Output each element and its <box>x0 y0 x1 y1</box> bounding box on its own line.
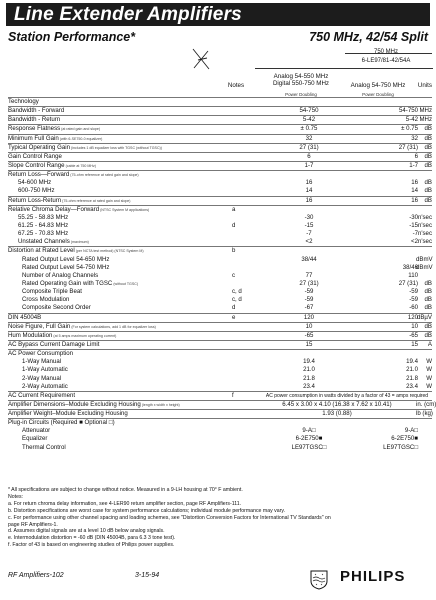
spec-row <box>8 264 432 272</box>
column-1-condition-text: Power Doubling <box>285 92 317 97</box>
spec-row <box>8 205 432 214</box>
spec-label: Attenuator <box>22 427 51 435</box>
spec-unit: dB <box>424 296 432 304</box>
spec-label: Rated Output Level 54-750 MHz <box>22 263 110 271</box>
spec-label: Gain Control Range <box>8 152 62 160</box>
spec-unit: dB <box>424 322 432 330</box>
spec-span-value: 1.93 (0.88) <box>322 410 352 418</box>
spec-value-col1: 32 <box>305 134 313 142</box>
spec-label: Relative Chroma Delay—Forward (NTSC System M applications) <box>8 205 150 213</box>
spec-unit: dB <box>424 161 432 169</box>
spec-value-col2: -59 <box>409 288 418 296</box>
philips-shield-icon <box>310 570 328 590</box>
spec-value-col1: -65 <box>304 331 314 339</box>
spec-value-col2: 32 <box>411 134 418 142</box>
spec-row <box>8 358 432 366</box>
spec-unit: dB <box>424 196 432 204</box>
spec-value-col1: 54-750 <box>299 107 319 115</box>
spec-value-col1: -7 <box>306 230 312 238</box>
spec-value-col2: -15 <box>409 221 418 229</box>
spec-unit: dB <box>424 179 432 187</box>
spec-label: 1-Way Manual <box>22 358 62 366</box>
spec-value-col1: 9-A□ <box>302 427 316 435</box>
spec-note: d <box>232 221 236 229</box>
spec-row <box>8 409 432 418</box>
spec-row <box>8 222 432 230</box>
spec-note: c <box>232 271 236 279</box>
spec-value-col2: LE97TGSC□ <box>383 443 418 451</box>
spec-label: Cross Modulation <box>22 296 70 304</box>
spec-row <box>8 383 432 391</box>
spec-value-col2: 19.4 <box>406 358 418 366</box>
spec-unit: dB <box>424 187 432 195</box>
spec-unit: dB <box>424 125 432 133</box>
spec-label: Technology <box>8 98 39 105</box>
spec-value-col2: 10 <box>411 322 418 330</box>
spec-sublabel: (For system calculations, add 1 dB for equalizer loss) <box>70 324 156 329</box>
spec-unit: n'sec <box>417 230 432 238</box>
spec-label: Distortion at Rated Level (per NCTA test method) (NTSC System M) <box>8 247 144 255</box>
spec-unit: dBmV <box>416 255 433 263</box>
spec-label: 1-Way Automatic <box>22 366 68 374</box>
column-2-condition-text: Power Doubling <box>362 92 394 97</box>
spec-row <box>8 179 432 187</box>
spec-row <box>8 391 432 400</box>
spec-value-col2: 110 <box>408 271 418 279</box>
spec-value-col2: 16 <box>411 179 418 187</box>
spec-value-col2: 6 <box>414 152 418 160</box>
spec-label: AC Bypass Current Damage Limit <box>8 340 100 348</box>
spec-label: Composite Second Order <box>22 304 91 312</box>
spec-value-col2: 120 <box>407 313 418 321</box>
spec-note: f <box>232 391 234 399</box>
spec-value-col1: 5-42 <box>302 116 316 124</box>
spec-label: Hum Modulation (at 5 amps maximum operating current) <box>8 331 117 339</box>
spec-sublabel: (NTSC System M applications) <box>99 207 150 212</box>
spec-value-col1: 21.8 <box>303 374 315 382</box>
section-banner: Line Extender Amplifiers <box>6 3 430 26</box>
spec-value-col1: 38/44 <box>301 255 317 263</box>
spec-row <box>8 170 432 179</box>
spec-row <box>8 400 436 409</box>
spec-value-col1: 27 (31) <box>299 279 319 287</box>
spec-value-col2: 21.8 <box>406 374 418 382</box>
spec-value-col1: 21.0 <box>303 366 315 374</box>
spec-row <box>8 366 432 374</box>
spec-value-col2: 1-7 <box>409 161 418 169</box>
spec-value-col2: 38/46 <box>402 263 418 271</box>
spec-label: Amplifier Weight–Module Excluding Housing <box>8 410 128 418</box>
spec-row <box>8 230 432 238</box>
spec-label: 55.25 - 58.83 MHz <box>18 213 69 221</box>
spec-label: Response Flatness (at rated gain and slope) <box>8 125 101 133</box>
model-label: 6-LE97/81-42/54A <box>361 58 411 64</box>
spec-unit: dB <box>424 331 432 339</box>
spec-value-col2: 16 <box>411 196 418 204</box>
spec-table <box>8 97 436 452</box>
page-number: RF Amplifiers-102 <box>8 572 64 579</box>
spec-label: Equalizer <box>22 435 48 443</box>
spec-unit: dB <box>424 288 432 296</box>
header-rule <box>345 53 432 54</box>
spec-value-col1: <2 <box>305 238 313 246</box>
spec-value-col2: 9-A□ <box>404 427 418 435</box>
spec-value-col2: 27 (31) <box>398 279 418 287</box>
spec-row <box>8 97 432 106</box>
spec-row <box>8 214 432 222</box>
page-date: 3-15-94 <box>135 572 160 579</box>
spec-label: 2-Way Automatic <box>22 382 68 390</box>
spec-label: Thermal Control <box>22 443 66 451</box>
footnote-line: f. Factor of 43 is based on engineering studies of Philips power supplies. <box>8 542 175 549</box>
spec-row <box>8 296 432 304</box>
spec-value-col2: 23.4 <box>406 382 418 390</box>
spec-label: Noise Figure, Full Gain (For system calculations, add 1 dB for equalizer loss) <box>8 322 156 330</box>
spec-label: 67.25 - 70.83 MHz <box>18 230 69 238</box>
spec-value-col1: 23.4 <box>303 382 315 390</box>
units-header: Units <box>417 82 432 89</box>
spec-row <box>8 246 432 255</box>
spec-unit: dB <box>424 279 432 287</box>
column-1-line-2: Digital 550-750 MHz <box>272 80 330 87</box>
spec-sublabel: (per NCTA test method) (NTSC System M) <box>74 249 144 254</box>
spec-label: 61.25 - 64.83 MHz <box>18 221 69 229</box>
spec-label: Amplifier Dimensions–Module Excluding Housing (length x width x height) <box>8 400 180 408</box>
spec-row <box>8 238 432 246</box>
band-label: 750 MHz <box>373 49 398 55</box>
spec-unit: dB <box>424 304 432 312</box>
spec-value-col2: -30 <box>409 213 418 221</box>
spec-span-value: 6.45 x 3.00 x 4.10 (16.38 x 7.62 x 10.41) <box>282 400 392 408</box>
spec-row <box>8 349 432 358</box>
spec-unit: W <box>426 366 432 374</box>
spec-value-col2: -65 <box>409 331 418 339</box>
spec-label: Plug-in Circuits (Required ■ Optional □) <box>8 419 115 427</box>
spec-sublabel: (75-ohm reference at rated gain and slope) <box>69 173 139 178</box>
spec-sublabel: (cable at 750 MHz) <box>64 163 96 168</box>
spec-value-col2: <2 <box>411 238 418 246</box>
spec-sublabel: (length x width x height) <box>140 402 180 407</box>
spec-value-col2: 54-750 <box>399 107 418 115</box>
spec-unit: dB <box>424 152 432 160</box>
spec-label: Bandwidth - Forward <box>8 107 65 115</box>
spec-value-col2: 5-42 <box>405 116 418 124</box>
footnote-line: d. Assumes digital signals are at a level 10 dB below analog signals. <box>8 528 165 535</box>
spec-label: Bandwidth - Return <box>8 116 61 124</box>
spec-value-col2: 6-2E750■ <box>391 435 418 443</box>
spec-value-col1: 16 <box>305 179 313 187</box>
spec-label: Typical Operating Gain (includes 1 dB equalizer loss with TGSC (without TGSC)) <box>8 143 162 151</box>
spec-sublabel: (with 6-SE750-0 equalizer) <box>58 136 103 141</box>
spec-row <box>8 143 432 152</box>
spec-unit: n'sec <box>417 238 432 246</box>
spec-unit: W <box>426 382 432 390</box>
spec-value-col2: -59 <box>409 296 418 304</box>
spec-sublabel: (at 5 amps maximum operating current) <box>52 333 117 338</box>
spec-row <box>8 313 432 322</box>
spec-label: 600-750 MHz <box>18 187 55 195</box>
spec-row <box>8 115 432 124</box>
spec-unit: dBµV <box>416 313 432 321</box>
spec-sublabel: (includes 1 dB equalizer loss with TGSC (without TGSC)) <box>70 145 162 150</box>
spec-row <box>8 340 432 349</box>
spec-sublabel: (75-ohm reference at rated gain and slope) <box>61 198 131 203</box>
footnote-line: b. Distortion specifications are worst case for system performance calculations; individual module performance may vary. <box>8 507 285 514</box>
spec-unit: n'sec <box>417 213 432 221</box>
spec-value-col2: 21.0 <box>406 366 418 374</box>
spec-unit: n'sec <box>417 221 432 229</box>
spec-label: Composite Triple Beat <box>22 288 82 296</box>
spec-note: c, d <box>232 288 242 296</box>
spec-label: Minimum Full Gain (with 6-SE750-0 equalizer) <box>8 134 103 142</box>
spec-row <box>8 304 432 312</box>
spec-label: AC Current Requirement <box>8 391 76 399</box>
spec-value-col2: 14 <box>411 187 418 195</box>
handwritten-mark-icon <box>190 46 212 72</box>
spec-row <box>8 280 432 288</box>
spec-unit: dB <box>424 134 432 142</box>
footnote-line: * All specifications are subject to change without notice. Measured in a 9-LH housing at 70° F ambient. <box>8 487 243 493</box>
spec-row <box>8 187 432 195</box>
spec-row <box>8 418 432 427</box>
footnote-line: a. For return chroma delay information, see 4-LER90 return amplifier section, page RF Amplifiers-111. <box>8 500 242 507</box>
spec-note: c, d <box>232 296 242 304</box>
spec-note: b <box>232 247 236 255</box>
spec-value-col1: -30 <box>304 213 314 221</box>
spec-sublabel: (maximum) <box>69 240 89 245</box>
spec-row <box>8 134 432 143</box>
spec-label: Return Loss-Return (75-ohm reference at rated gain and slope) <box>8 196 131 204</box>
spec-value-col1: -59 <box>304 288 314 296</box>
spec-value-col1: 10 <box>305 322 313 330</box>
spec-row <box>8 196 432 205</box>
spec-value-col1: 27 (31) <box>299 143 319 151</box>
spec-value-col2: ± 0.75 <box>401 125 418 133</box>
spec-title: 750 MHz, 42/54 Split <box>309 30 428 44</box>
spec-value-col1: LE97TGSC□ <box>291 443 327 451</box>
spec-unit: W <box>426 374 432 382</box>
spec-value-col2: 15 <box>411 340 418 348</box>
spec-note: e <box>232 313 236 321</box>
spec-label: Slope Control Range (cable at 750 MHz) <box>8 161 96 169</box>
spec-value-col1: 77 <box>305 271 313 279</box>
spec-value-col1: 6-2E750■ <box>295 435 323 443</box>
spec-label: Return Loss—Forward (75-ohm reference at rated gain and slope) <box>8 171 139 179</box>
spec-value-col2: -7 <box>412 230 418 238</box>
spec-unit: dBmV <box>416 263 433 271</box>
spec-value-col1: 6 <box>307 152 311 160</box>
spec-value-col1: 120 <box>303 313 315 321</box>
spec-row <box>8 272 432 280</box>
spec-value-col1: -59 <box>304 296 314 304</box>
spec-row <box>8 106 432 115</box>
header-rule-2 <box>255 68 433 69</box>
page-title: Station Performance* <box>8 30 136 44</box>
spec-label: Rated Operating Gain with TGSC (without TGSC) <box>22 279 139 287</box>
spec-unit: A <box>427 340 432 348</box>
footnote-line: page RF Amplifiers-1. <box>8 521 58 528</box>
spec-note: a <box>232 205 236 213</box>
spec-note: d <box>232 304 236 312</box>
footnote-line: e. Intermodulation distortion = -60 dB (DIN 45004B, para 6.3 3 tone test). <box>8 535 176 542</box>
spec-value-col2: -60 <box>409 304 418 312</box>
spec-row <box>8 152 432 161</box>
spec-value-col1: 19.4 <box>303 358 315 366</box>
spec-row <box>8 124 432 133</box>
spec-row <box>8 288 432 296</box>
spec-value-col1: ± 0.75 <box>300 125 318 133</box>
spec-unit: W <box>426 358 432 366</box>
spec-unit: in. (cm) <box>416 400 436 408</box>
spec-row <box>8 331 432 340</box>
spec-value-col1: -67 <box>304 304 314 312</box>
spec-row <box>8 375 432 383</box>
spec-value-col1: 15 <box>305 340 313 348</box>
spec-value-col1: 14 <box>305 187 313 195</box>
spec-label: Unstated Channels (maximum) <box>18 238 89 246</box>
spec-label: DIN 45004B <box>8 313 42 321</box>
spec-row <box>8 427 432 435</box>
spec-label: Number of Analog Channels <box>22 271 99 279</box>
spec-unit: dB <box>424 143 432 151</box>
spec-label: 2-Way Manual <box>22 374 62 382</box>
spec-row <box>8 322 432 331</box>
spec-sublabel: (without TGSC) <box>112 281 139 286</box>
notes-header: Notes <box>227 82 245 89</box>
spec-value-col1: 16 <box>305 196 313 204</box>
spec-unit: lb (kg) <box>416 410 433 418</box>
spec-unit: MHz <box>419 116 432 124</box>
footnote-line: c. For performance using other channel spacing and loading schemes, see "Distortion Conversion Factors for International TV Standards" on <box>8 514 331 521</box>
spec-wide-value: AC power consumption in watts divided by a factor of 43 = amps required <box>265 392 429 399</box>
spec-label: Rated Output Level 54-650 MHz <box>22 255 110 263</box>
spec-sublabel: (at rated gain and slope) <box>60 127 101 132</box>
spec-row <box>8 161 432 170</box>
spec-row <box>8 256 432 264</box>
column-1-header <box>254 73 348 87</box>
spec-row <box>8 444 432 452</box>
footnotes <box>8 487 432 549</box>
spec-value-col1: 1-7 <box>304 161 314 169</box>
spec-label: 54-600 MHz <box>18 179 52 187</box>
spec-label: AC Power Consumption <box>8 350 74 358</box>
column-2-header: Analog 54-750 MHz <box>350 82 406 89</box>
column-1-line-1: Analog 54-550 MHz <box>273 73 329 80</box>
spec-unit: MHz <box>419 107 432 115</box>
spec-value-col1: -15 <box>304 221 314 229</box>
spec-row <box>8 435 432 443</box>
spec-value-col2: 27 (31) <box>398 143 418 151</box>
footnote-line: Notes: <box>8 493 23 500</box>
brand-logo: PHILIPS <box>340 568 406 585</box>
